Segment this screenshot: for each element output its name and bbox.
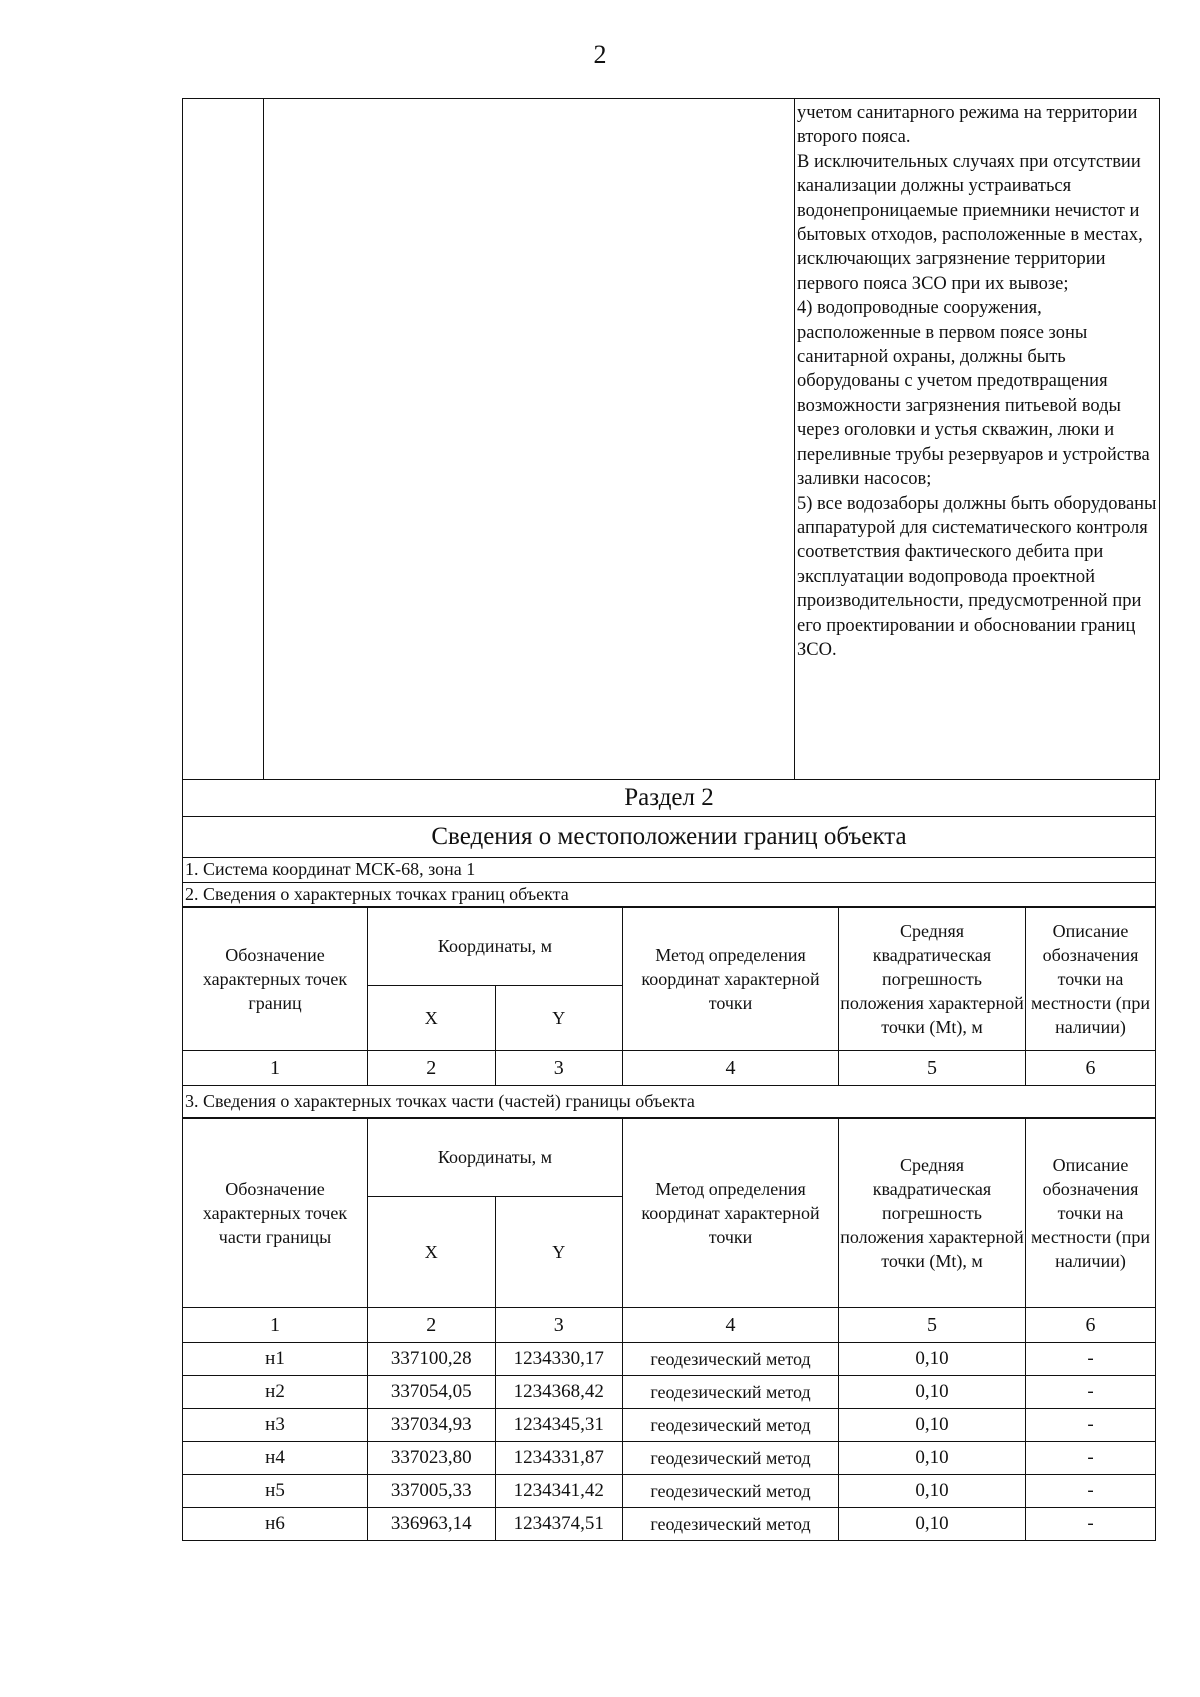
point-x: 337034,93 xyxy=(368,1409,496,1442)
t1-header-coords: Координаты, м xyxy=(368,907,623,986)
t1-colnum-4: 4 xyxy=(623,1051,839,1086)
point-method: геодезический метод xyxy=(623,1475,839,1508)
point-desc: - xyxy=(1026,1508,1156,1541)
point-y: 1234374,51 xyxy=(495,1508,623,1541)
point-method: геодезический метод xyxy=(623,1508,839,1541)
t2-colnum-5: 5 xyxy=(839,1308,1026,1343)
point-y: 1234341,42 xyxy=(495,1475,623,1508)
empty-cell-2 xyxy=(264,99,795,780)
t1-header-description: Описание обозначения точки на местности (при наличии) xyxy=(1026,907,1156,1051)
section-header-table xyxy=(182,779,1156,908)
point-y: 1234368,42 xyxy=(495,1376,623,1409)
point-y: 1234331,87 xyxy=(495,1442,623,1475)
t2-header-method: Метод определения координат характерной точки xyxy=(623,1118,839,1308)
point-x: 336963,14 xyxy=(368,1508,496,1541)
point-mt: 0,10 xyxy=(839,1343,1026,1376)
point-y: 1234345,31 xyxy=(495,1409,623,1442)
point-mt: 0,10 xyxy=(839,1442,1026,1475)
t2-colnum-1: 1 xyxy=(183,1308,368,1343)
point-mt: 0,10 xyxy=(839,1376,1026,1409)
table-row xyxy=(183,1442,1156,1475)
point-id: н4 xyxy=(183,1442,368,1475)
table-row xyxy=(183,1475,1156,1508)
point-x: 337100,28 xyxy=(368,1343,496,1376)
point-desc: - xyxy=(1026,1475,1156,1508)
t2-header-description: Описание обозначения точки на местности (при наличии) xyxy=(1026,1118,1156,1308)
point-desc: - xyxy=(1026,1442,1156,1475)
section-subtitle: Сведения о местоположении границ объекта xyxy=(183,816,1156,857)
point-desc: - xyxy=(1026,1376,1156,1409)
point-y: 1234330,17 xyxy=(495,1343,623,1376)
document-sheet xyxy=(182,98,1156,1541)
boundary-points-table xyxy=(182,906,1156,1086)
point-x: 337023,80 xyxy=(368,1442,496,1475)
point-x: 337005,33 xyxy=(368,1475,496,1508)
t1-header-method: Метод определения координат характерной точки xyxy=(623,907,839,1051)
point-method: геодезический метод xyxy=(623,1343,839,1376)
coord-system-line: 1. Система координат МСК-68, зона 1 xyxy=(183,857,1156,882)
point-id: н1 xyxy=(183,1343,368,1376)
point-desc: - xyxy=(1026,1409,1156,1442)
point-x: 337054,05 xyxy=(368,1376,496,1409)
t1-header-error: Средняя квадратическая погрешность положения характерной точки (Mt), м xyxy=(839,907,1026,1051)
t2-header-y: Y xyxy=(495,1197,623,1308)
page-number: 2 xyxy=(593,40,607,69)
table-row xyxy=(183,1376,1156,1409)
t2-colnum-6: 6 xyxy=(1026,1308,1156,1343)
point-mt: 0,10 xyxy=(839,1475,1026,1508)
t1-header-designation: Обозначение характерных точек границ xyxy=(183,907,368,1051)
point-method: геодезический метод xyxy=(623,1409,839,1442)
parts-title-table xyxy=(182,1085,1156,1119)
continuation-text: учетом санитарного режима на территории второго пояса. В исключительных случаях при отсутствии канализации должны устраиваться водонепроницаемые приемники нечистот и бытовых отходов, расположенные в местах, исключающих загрязнение территории первого пояса ЗСО при их вывозе; 4) водопроводные сооружения, расположенные в первом поясе зоны санитарной охраны, должны быть оборудованы с учетом предотвращения возможности загрязнения питьевой воды через оголовки и устья скважин, люки и переливные трубы резервуаров и устройства заливки насосов; 5) все водозаборы должны быть оборудованы аппаратурой для систематического контроля соответствия фактического дебита при эксплуатации водопровода проектной производительности, предусмотренной при его проектировании и обосновании границ ЗСО. xyxy=(797,103,1157,660)
point-id: н3 xyxy=(183,1409,368,1442)
section-title: Раздел 2 xyxy=(183,779,1156,816)
t2-header-designation: Обозначение характерных точек части границы xyxy=(183,1118,368,1308)
t2-header-x: X xyxy=(368,1197,496,1308)
point-id: н5 xyxy=(183,1475,368,1508)
continuation-text-cell xyxy=(795,99,1160,780)
t2-colnum-3: 3 xyxy=(495,1308,623,1343)
t1-header-x: X xyxy=(368,986,496,1051)
table-row xyxy=(183,1343,1156,1376)
point-method: геодезический метод xyxy=(623,1442,839,1475)
t2-header-error: Средняя квадратическая погрешность положения характерной точки (Mt), м xyxy=(839,1118,1026,1308)
point-method: геодезический метод xyxy=(623,1376,839,1409)
t1-header-y: Y xyxy=(495,986,623,1051)
point-mt: 0,10 xyxy=(839,1409,1026,1442)
t1-colnum-1: 1 xyxy=(183,1051,368,1086)
points-title-line: 2. Сведения о характерных точках границ объекта xyxy=(183,882,1156,907)
t1-colnum-2: 2 xyxy=(368,1051,496,1086)
t2-colnum-2: 2 xyxy=(368,1308,496,1343)
part-boundary-points-table xyxy=(182,1117,1156,1541)
t1-colnum-6: 6 xyxy=(1026,1051,1156,1086)
continuation-table xyxy=(182,98,1160,780)
empty-cell-1 xyxy=(183,99,264,780)
point-desc: - xyxy=(1026,1343,1156,1376)
t2-colnum-4: 4 xyxy=(623,1308,839,1343)
table-row xyxy=(183,1508,1156,1541)
point-id: н6 xyxy=(183,1508,368,1541)
t1-colnum-5: 5 xyxy=(839,1051,1026,1086)
table-row xyxy=(183,1409,1156,1442)
parts-title-line: 3. Сведения о характерных точках части (частей) границы объекта xyxy=(183,1085,1156,1118)
point-id: н2 xyxy=(183,1376,368,1409)
t1-colnum-3: 3 xyxy=(495,1051,623,1086)
t2-header-coords: Координаты, м xyxy=(368,1118,623,1197)
point-mt: 0,10 xyxy=(839,1508,1026,1541)
